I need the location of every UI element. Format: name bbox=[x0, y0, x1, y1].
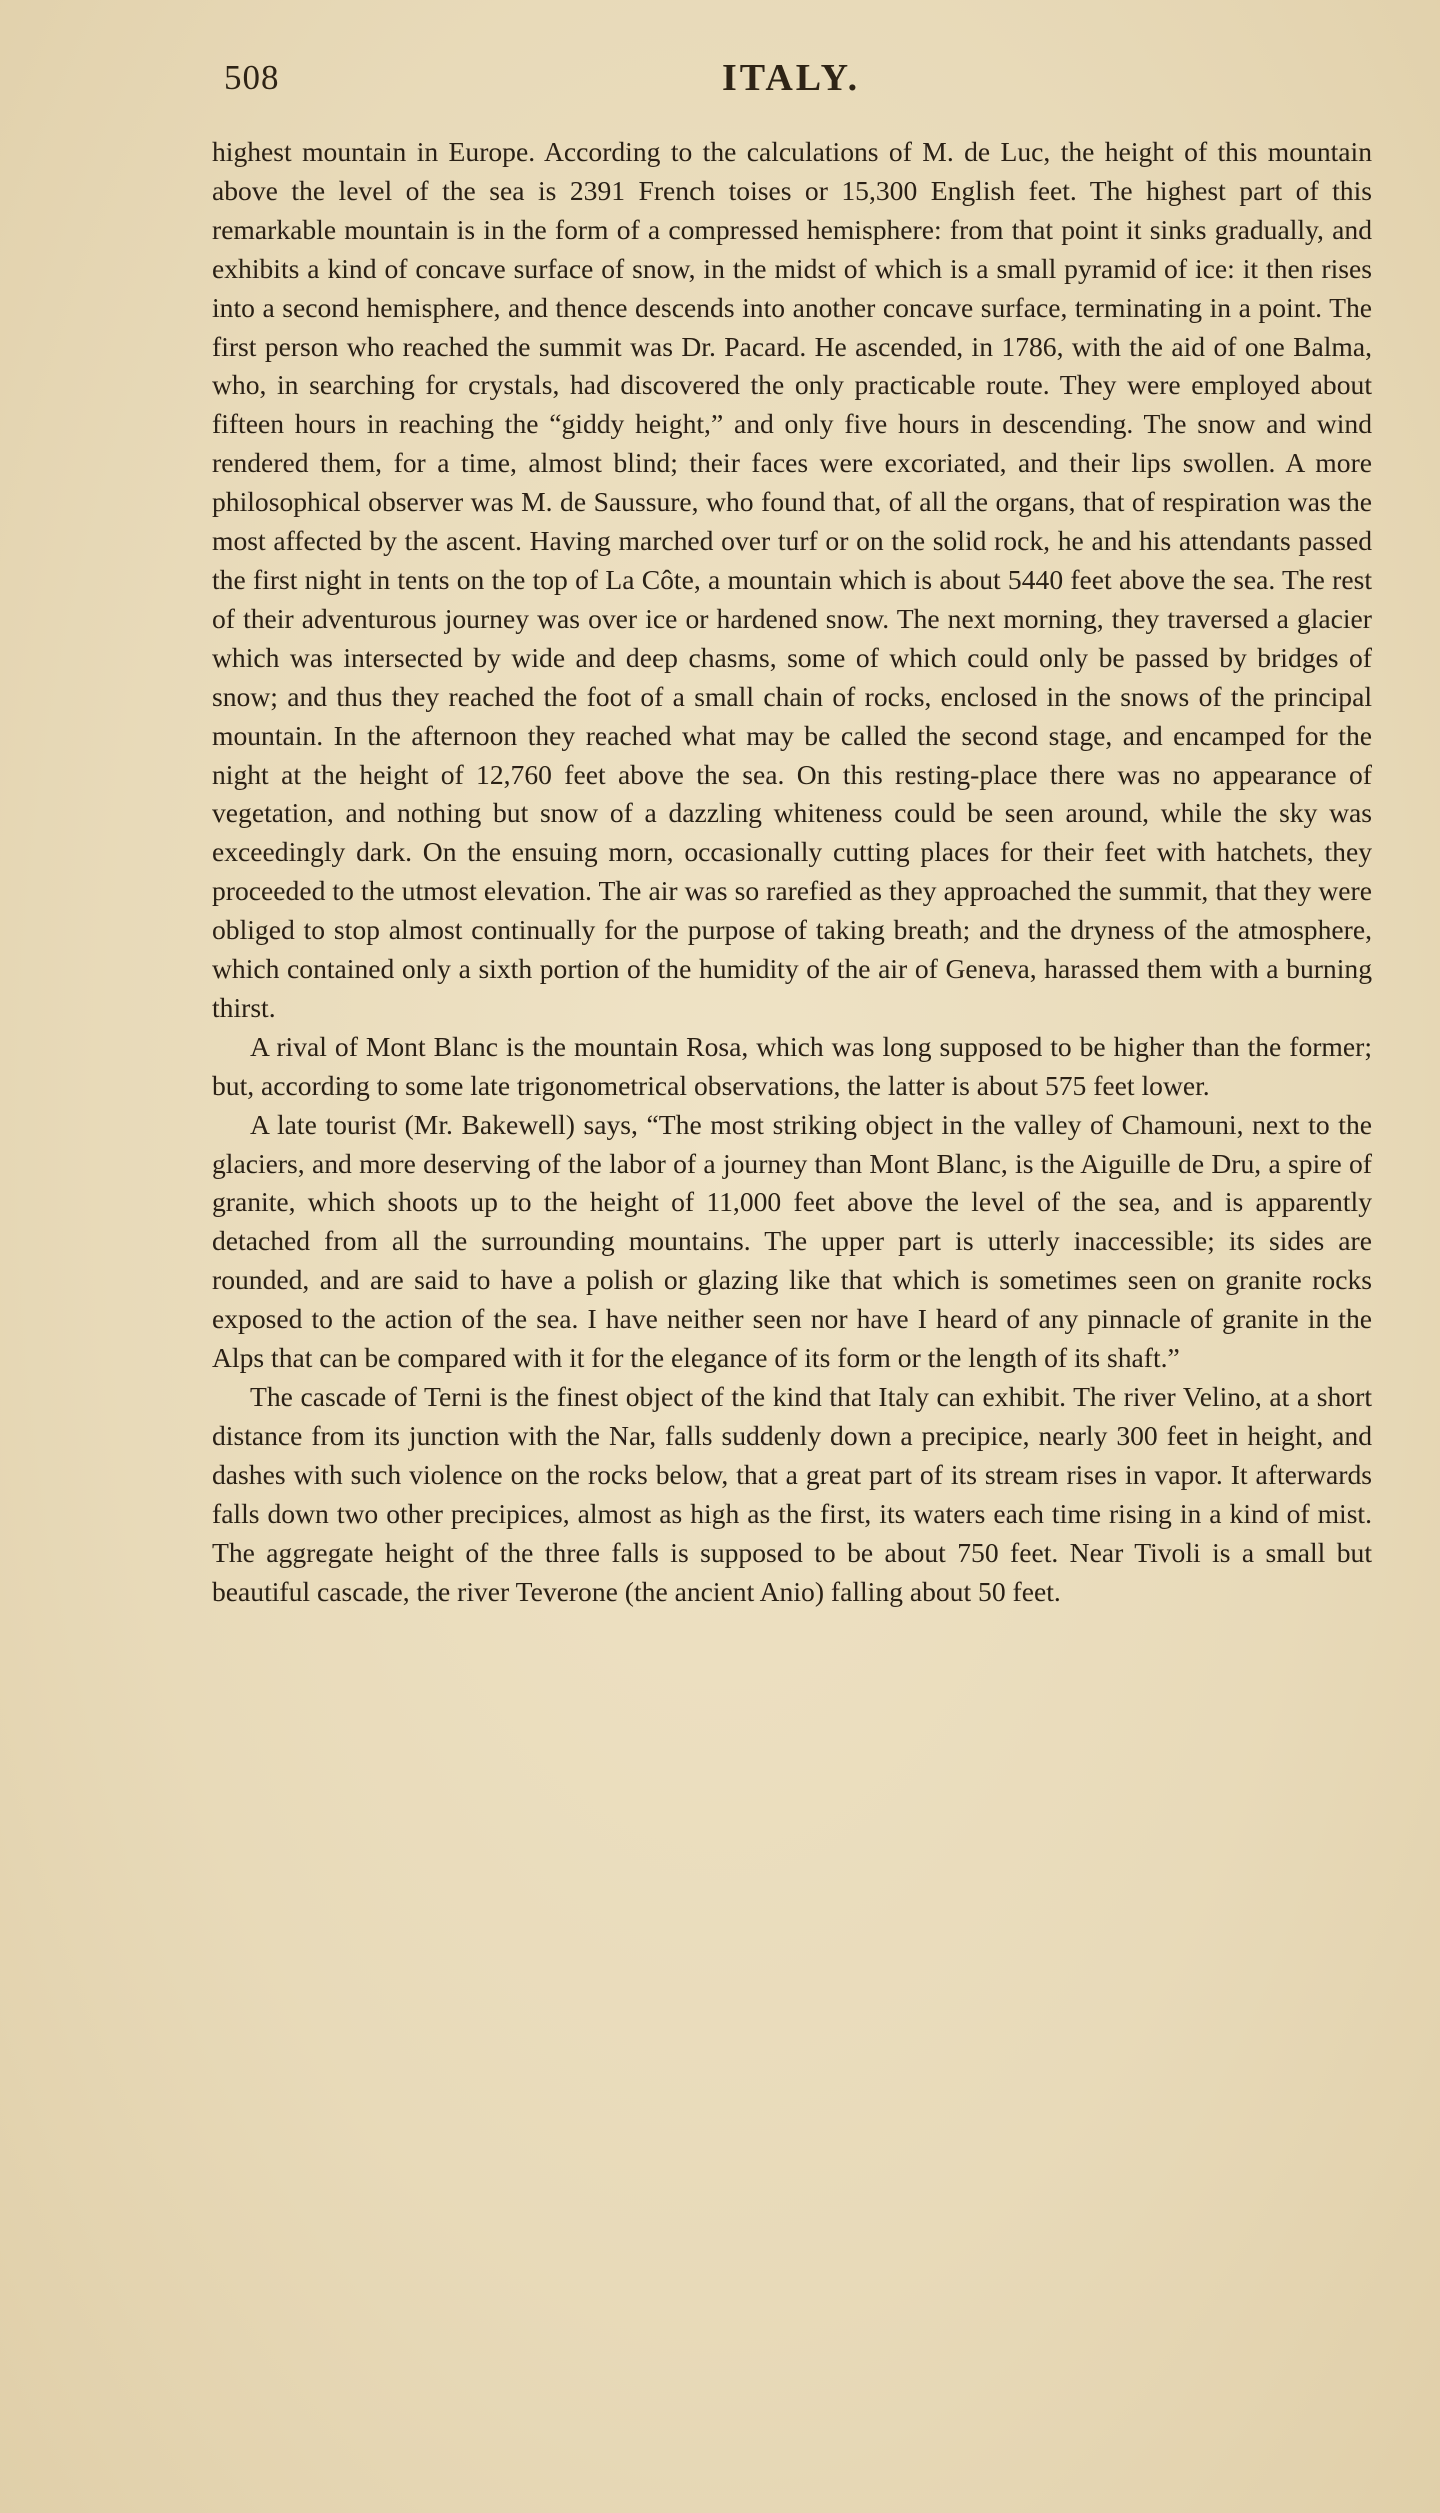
paragraph-mont-blanc: highest mountain in Europe. According to the calculations of M. de Luc, the height of this mountain above the level of the sea is 2391 French toises or 15,300 English feet. The highest part of this remarkable mountain is in the form of a compressed hemisphere: from that point it sinks gradually, and exhibits a kind of concave surface of snow, in the midst of which is a small pyramid of ice: it then rises into a second hemisphere, and thence descends into another concave surface, terminating in a point. The first person who reached the summit was Dr. Pacard. He ascended, in 1786, with the aid of one Balma, who, in searching for crystals, had discovered the only practicable route. They were employed about fifteen hours in reaching the “giddy height,” and only five hours in descending. The snow and wind rendered them, for a time, almost blind; their faces were excoriated, and their lips swollen. A more philosophical observer was M. de Saussure, who found that, of all the organs, that of respiration was the most affected by the ascent. Having marched over turf or on the solid rock, he and his attendants passed the first night in tents on the top of La Côte, a mountain which is about 5440 feet above the sea. The rest of their adventurous journey was over ice or hardened snow. The next morning, they traversed a glacier which was intersected by wide and deep chasms, some of which could only be passed by bridges of snow; and thus they reached the foot of a small chain of rocks, enclosed in the snows of the principal mountain. In the afternoon they reached what may be called the second stage, and encamped for the night at the height of 12,760 feet above the sea. On this resting-place there was no appearance of vegetation, and nothing but snow of a dazzling whiteness could be seen around, while the sky was exceedingly dark. On the ensuing morn, occasionally cutting places for their feet with hatchets, they proceeded to the utmost elevation. The air was so rarefied as they approached the summit, that they were obliged to stop almost continually for the purpose of taking breath; and the dryness of the atmosphere, which contained only a sixth portion of the humidity of the air of Geneva, harassed them with a burning thirst. bbox=[212, 136, 1372, 1023]
paragraph-aiguille-de-dru: A late tourist (Mr. Bakewell) says, “The most striking object in the valley of Chamouni, next to the glaciers, and more deserving of the labor of a journey than Mont Blanc, is the Aiguille de Dru, a spire of granite, which shoots up to the height of 11,000 feet above the level of the sea, and is apparently detached from all the surrounding mountains. The upper part is utterly inaccessible; its sides are rounded, and are said to have a polish or glazing like that which is sometimes seen on granite rocks exposed to the action of the sea. I have neither seen nor have I heard of any pinnacle of granite in the Alps that can be compared with it for the elegance of its form or the length of its shaft.” bbox=[212, 1108, 1372, 1374]
page-number: 508 bbox=[224, 58, 280, 97]
page-header bbox=[212, 50, 1372, 110]
paragraph-monte-rosa: A rival of Mont Blanc is the mountain Rosa, which was long supposed to be higher than the former; but, according to some late trigonometrical observations, the latter is about 575 feet lower. bbox=[212, 1030, 1372, 1101]
running-head: ITALY. bbox=[722, 57, 861, 99]
paragraph-cascade-of-terni: The cascade of Terni is the finest object of the kind that Italy can exhibit. The river Velino, at a short distance from its junction with the Nar, falls suddenly down a precipice, nearly 300 feet in height, and dashes with such violence on the rocks below, that a great part of its stream rises in vapor. It afterwards falls down two other precipices, almost as high as the first, its waters each time rising in a kind of mist. The aggregate height of the three falls is supposed to be about 750 feet. Near Tivoli is a small but beautiful cascade, the river Teverone (the ancient Anio) falling about 50 feet. bbox=[212, 1381, 1372, 1607]
body-text bbox=[212, 133, 1372, 1611]
